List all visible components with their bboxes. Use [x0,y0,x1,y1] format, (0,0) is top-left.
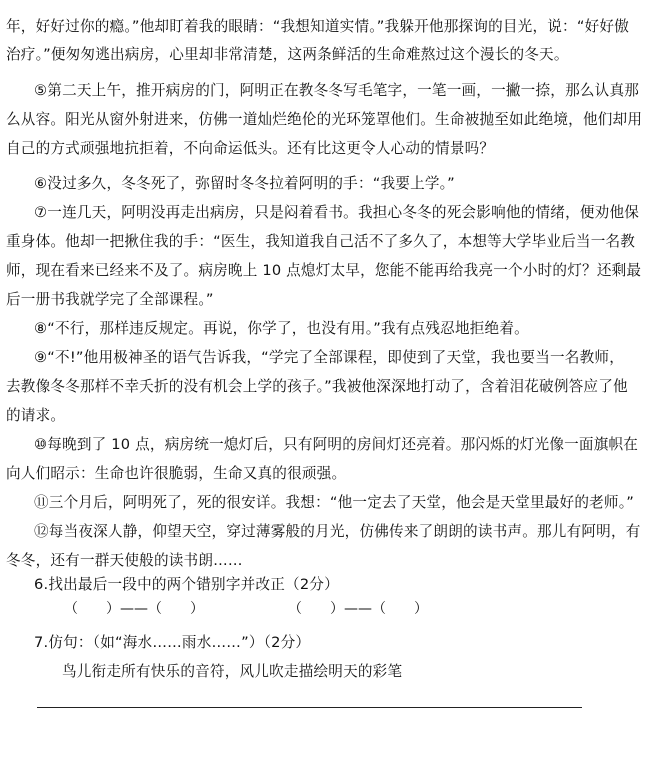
question-6-answer-blank-1[interactable]: （ ）——（ ） [64,601,204,617]
paragraph-line: 自己的方式顽强地抗拒着，不向命运低头。还有比这更令人心动的情景吗？ [6,140,495,157]
paragraph-line: 么从容。阳光从窗外射进来，仿佛一道灿烂绝伦的光环笼罩他们。生命被抛至如此绝境，他们却用 [6,111,643,128]
paragraph-line: 师，现在看来已经来不及了。病房晚上 10 点熄灯太早，您能不能再给我亮一个小时的灯？还剩最 [6,262,642,279]
paragraph-line: ⑩每晚到了 10 点，病房统一熄灯后，只有阿明的房间灯还亮着。那闪烁的灯光像一面旗帜在 [34,436,639,453]
question-7: 7.仿句：（如“海水……雨水……”）（2分） [34,634,311,651]
paragraph-line: 冬冬，还有一群天使般的读书朗…… [6,552,243,569]
paragraph-line: 重身体。他却一把揪住我的手：“医生，我知道我自己活不了多久了，本想等大学毕业后当一名教 [6,233,636,250]
paragraph-line: 治疗。”便匆匆逃出病房，心里却非常清楚，这两条鲜活的生命难熬过这个漫长的冬天。 [6,46,569,63]
answer-line[interactable] [37,707,582,708]
paragraph-line: 的请求。 [6,407,66,424]
paragraph-line: ⑦一连几天，阿明没再走出病房，只是闷着看书。我担心冬冬的死会影响他的情绪，便劝他保 [34,204,640,221]
paragraph-line: 去教像冬冬那样不幸夭折的没有机会上学的孩子。”我被他深深地打动了，含着泪花破例答应了他 [6,378,628,395]
question-6-answer-blank-2[interactable]: （ ）——（ ） [288,601,428,617]
paragraph-line: 向人们昭示：生命也许很脆弱，生命又真的很顽强。 [6,465,347,482]
paragraph-line: ⑨“不!”他用极神圣的语气告诉我，“学完了全部课程，即使到了天堂，我也要当一名教师， [34,349,624,366]
question-6: 6.找出最后一段中的两个错别字并改正（2分） [34,576,339,593]
paragraph-line: ⑪三个月后，阿明死了，死的很安详。我想：“他一定去了天堂，他会是天堂里最好的老师。” [34,494,634,511]
paragraph-line: 年，好好过你的瘾。”他却盯着我的眼睛：“我想知道实情。”我躲开他那探询的目光，说：“好好傲 [6,18,629,35]
paragraph-line: ⑧“不行，那样违反规定。再说，你学了，也没有用。”我有点残忍地拒绝着。 [34,320,529,337]
paragraph-line: ⑫每当夜深人静，仰望天空，穿过薄雾般的月光，仿佛传来了朗朗的读书声。那儿有阿明，有 [34,523,641,540]
question-7-example: 鸟儿衔走所有快乐的音符，风儿吹走描绘明天的彩笔 [62,663,403,680]
paragraph-line: ⑤第二天上午，推开病房的门，阿明正在教冬冬写毛笔字，一笔一画，一撇一捺，那么认真那 [34,82,640,99]
paragraph-line: 后一册书我就学完了全部课程。” [6,291,214,308]
paragraph-line: ⑥没过多久，冬冬死了，弥留时冬冬拉着阿明的手：“我要上学。” [34,175,455,192]
